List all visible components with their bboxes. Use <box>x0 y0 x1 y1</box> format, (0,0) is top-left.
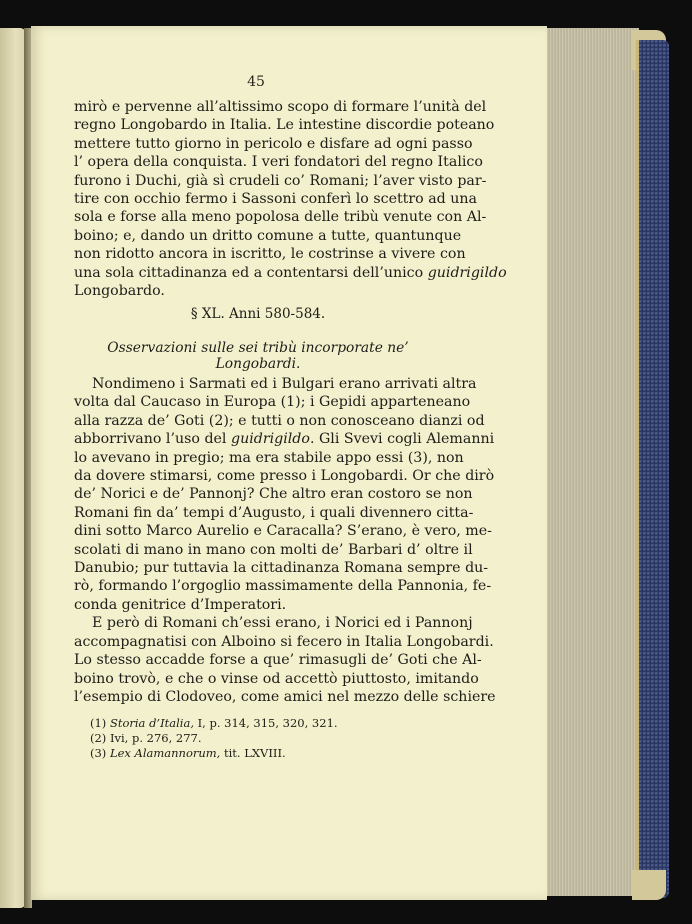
text-line: abborrivano l’uso del guidrigildo. Gli Svevi cogli Alemanni <box>74 431 495 448</box>
italic-term: guidrigildo <box>427 264 507 281</box>
text-line: regno Longobardo in Italia. Le intestine discordie poteano <box>74 117 495 134</box>
footnote: (3) Lex Alamannorum, tit. LXVIII. <box>90 746 286 760</box>
text-line: Lo stesso accadde forse a que’ rimasugli de’ Goti che Al- <box>74 652 482 669</box>
footnote: (2) Ivi, p. 276, 277. <box>90 731 202 745</box>
text-line: mettere tutto giorno in pericolo e disfare ad ogni passo <box>74 135 473 152</box>
footnote: (1) Storia d’Italia, I, p. 314, 315, 320, 321. <box>90 716 338 730</box>
italic-term: guidrigildo <box>230 431 310 448</box>
text-line: Nondimeno i Sarmati ed i Bulgari erano arrivati altra <box>92 376 477 392</box>
text-line: E però di Romani ch’essi erano, i Norici ed i Pannonj <box>92 615 473 632</box>
text-line: non ridotto ancora in iscritto, le costrinse a vivere con <box>74 246 466 263</box>
text-line: dini sotto Marco Aurelio e Caracalla? S’erano, è vero, me- <box>74 523 492 540</box>
section-heading: § XL. Anni 580-584. <box>190 306 326 322</box>
text-line: furono i Duchi, già sì crudeli co’ Romani; l’aver visto par- <box>74 172 487 189</box>
text-line: boino trovò, e che o vinse od accettò piuttosto, imitando <box>74 670 479 687</box>
text-line: alla razza de’ Goti (2); e tutti o non conosceano dianzi od <box>74 412 485 429</box>
text-line: sola e forse alla meno popolosa delle tribù venute con Al- <box>74 209 487 226</box>
text-line: accompagnatisi con Alboino si fecero in Italia Longobardi. <box>74 633 494 650</box>
text-line: scolati di mano in mano con molti de’ Barbari d’ oltre il <box>74 541 473 558</box>
text-line: volta dal Caucaso in Europa (1); i Gepidi apparteneano <box>74 394 471 411</box>
facing-page-edge <box>0 28 26 908</box>
section-subheading: Osservazioni sulle sei tribù incorporate ne’ Longobardi. <box>107 340 409 372</box>
cover-corner-bottom <box>632 870 666 900</box>
page-edges <box>547 28 639 896</box>
text-line: l’ opera della conquista. I veri fondatori del regno Italico <box>74 154 483 171</box>
text-line: conda genitrice d’Imperatori. <box>74 596 287 613</box>
text-line: de’ Norici e de’ Pannonj? Che altro eran costoro se non <box>74 486 473 503</box>
text-line: Longobardo. <box>74 283 165 300</box>
text-line: Danubio; pur tuttavia la cittadinanza Romana sempre du- <box>74 560 489 577</box>
footnotes <box>90 716 430 761</box>
paragraph-1 <box>74 98 507 300</box>
book-cover <box>636 40 669 898</box>
text-line: lo avevano in pregio; ma era stabile appo essi (3), non <box>74 449 464 466</box>
text-line: Romani fin da’ tempi d’Augusto, i quali divennero citta- <box>74 504 474 521</box>
text-line: da dovere stimarsi, come presso i Longobardi. Or che dirò <box>74 468 495 485</box>
text-line: tire con occhio fermo i Sassoni conferì lo scettro ad una <box>74 191 477 208</box>
text-line: l’esempio di Clodoveo, come amici nel mezzo delle schiere <box>74 688 496 705</box>
text-line: una sola cittadinanza ed a contentarsi dell’unico guidrigildo <box>74 264 507 281</box>
paragraph-2 <box>74 375 496 706</box>
text-line: boino; e, dando un dritto comune a tutte, quantunque <box>74 227 462 244</box>
text-line: mirò e pervenne all’altissimo scopo di formare l’unità del <box>74 99 487 115</box>
page-number: 45 <box>247 74 265 90</box>
text-line: rò, formando l’orgoglio massimamente della Pannonia, fe- <box>74 578 492 595</box>
